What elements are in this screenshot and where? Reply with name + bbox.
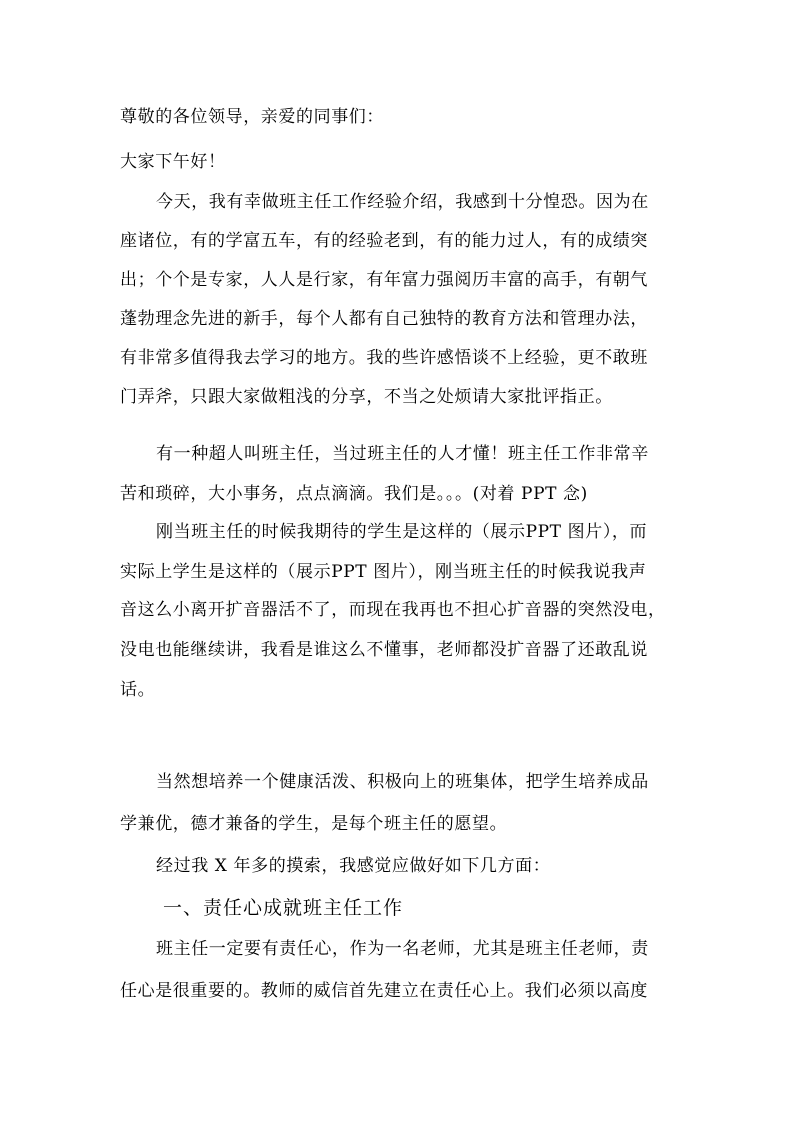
paragraph-line: 刚当班主任的时候我期待的学生是这样的（展示PPT 图片），而 [156,522,648,542]
paragraph-line: 今天，我有幸做班主任工作经验介绍，我感到十分惶恐。因为在 [156,192,649,212]
paragraph-line: 任心是很重要的。教师的威信首先建立在责任心上。我们必须以高度 [120,981,648,1001]
paragraph-line: 音这么小离开扩音器活不了，而现在我再也不担心扩音器的突然没电， [120,600,666,620]
paragraph-line: 苦和琐碎，大小事务，点点滴滴。我们是。。。(对着 PPT 念) [120,484,588,504]
paragraph-line: 当然想培养一个健康活泼、积极向上的班集体，把学生培养成品 [156,772,649,792]
paragraph-line: 座诸位，有的学富五车，有的经验老到，有的能力过人，有的成绩突 [120,231,648,251]
paragraph-line: 没电也能继续讲，我看是谁这么不懂事，老师都没扩音器了还敢乱说 [120,640,648,660]
paragraph-line: 蓬勃理念先进的新手，每个人都有自己独特的教育方法和管理办法， [120,309,648,329]
paragraph-line: 有一种超人叫班主任，当过班主任的人才懂！班主任工作非常辛 [156,444,649,464]
paragraph-line: 班主任一定要有责任心，作为一名老师，尤其是班主任老师，责 [156,939,649,959]
section-heading: 一、责任心成就班主任工作 [163,897,404,919]
paragraph-line: 出；个个是专家，人人是行家，有年富力强阅历丰富的高手，有朝气 [120,270,648,290]
salutation: 尊敬的各位领导，亲爱的同事们： [120,107,384,127]
paragraph-line: 实际上学生是这样的（展示PPT 图片），刚当班主任的时候我说我声 [120,562,647,582]
paragraph-line: 经过我 X 年多的摸索，我感觉应做好如下几方面： [156,856,551,876]
paragraph-line: 门弄斧，只跟大家做粗浅的分享，不当之处烦请大家批评指正。 [120,387,613,407]
paragraph-line: 话。 [120,680,156,700]
paragraph-line: 学兼优，德才兼备的学生，是每个班主任的愿望。 [120,814,508,834]
greeting: 大家下午好！ [120,152,226,172]
paragraph-line: 有非常多值得我去学习的地方。我的些许感悟谈不上经验，更不敢班 [120,348,648,368]
